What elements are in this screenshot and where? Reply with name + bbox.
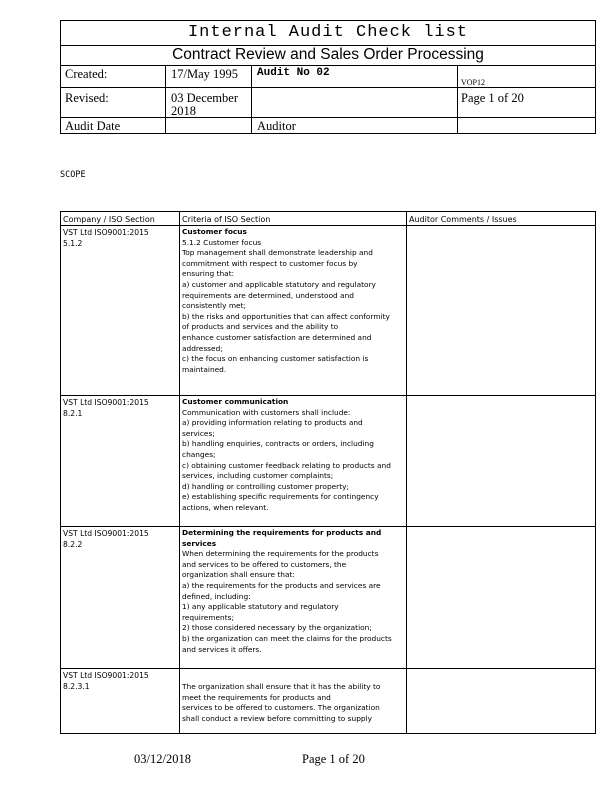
footer-page-number: Page 1 of 20: [302, 752, 365, 766]
table-row-criteria: Customer communication Communication with customers shall include: a) providing information relating to products and services; b) handling enquiries, contracts or orders, including changes; c) obtaining customer feedback relating to products and services, including customer complaints; d) handling or controlling customer property; e) establishing specific requirements for contingency actions, when relevant.: [182, 397, 391, 512]
audit-table: [60, 211, 596, 734]
auditor-label: Auditor: [257, 119, 296, 133]
document-header: [60, 20, 596, 134]
footer-date: 03/12/2018: [134, 752, 191, 766]
doc-code: VOP12: [461, 78, 486, 87]
revised-label: Revised:: [65, 91, 109, 105]
table-row-criteria: The organization shall ensure that it has the ability to meet the requirements for products and services to be offered to customers. The organization shall conduct a review before committing to supply: [182, 682, 381, 723]
table-row-criteria: Determining the requirements for products and services When determining the requirements for the products and services to be offered to customers, the organization shall ensure that: a) the requirements for the products and services are defined, including: 1) any applicable statutory and regulatory requirements; 2) those considered necessary by the organization; b) the organization can meet the claims for the products and services it offers.: [182, 528, 392, 654]
column-header-company: Company / ISO Section: [63, 215, 155, 224]
document-subtitle: Contract Review and Sales Order Processing: [61, 45, 595, 66]
document-title: Internal Audit Check list: [61, 21, 595, 46]
created-value: 17/May 1995: [171, 67, 239, 81]
table-row-ref: VST Ltd ISO9001:2015 8.2.1: [63, 398, 149, 418]
table-row-ref: VST Ltd ISO9001:2015 5.1.2: [63, 228, 149, 248]
table-row-criteria: Customer focus 5.1.2 Customer focus Top management shall demonstrate leadership and commitment with respect to customer focus by ensuring that: a) customer and applicable statutory and regulatory requirements are determined, understood and consistently met; b) the risks and opportunities that can affect conformity of products and services and the ability to enhance customer satisfaction are determined and addressed; c) the focus on enhancing customer satisfaction is maintained.: [182, 227, 390, 374]
audit-number: Audit No 02: [257, 67, 330, 79]
created-label: Created:: [65, 67, 108, 81]
column-header-comments: Auditor Comments / Issues: [409, 215, 517, 224]
revised-value-line1: 03 December: [171, 91, 238, 105]
table-row-ref: VST Ltd ISO9001:2015 8.2.2: [63, 529, 149, 549]
audit-date-label: Audit Date: [65, 119, 121, 133]
scope-heading: SCOPE: [60, 170, 86, 180]
column-header-criteria: Criteria of ISO Section: [182, 215, 271, 224]
table-row-ref: VST Ltd ISO9001:2015 8.2.3.1: [63, 671, 149, 691]
revised-value-line2: 2018: [171, 104, 196, 118]
page-indicator: Page 1 of 20: [461, 91, 524, 105]
